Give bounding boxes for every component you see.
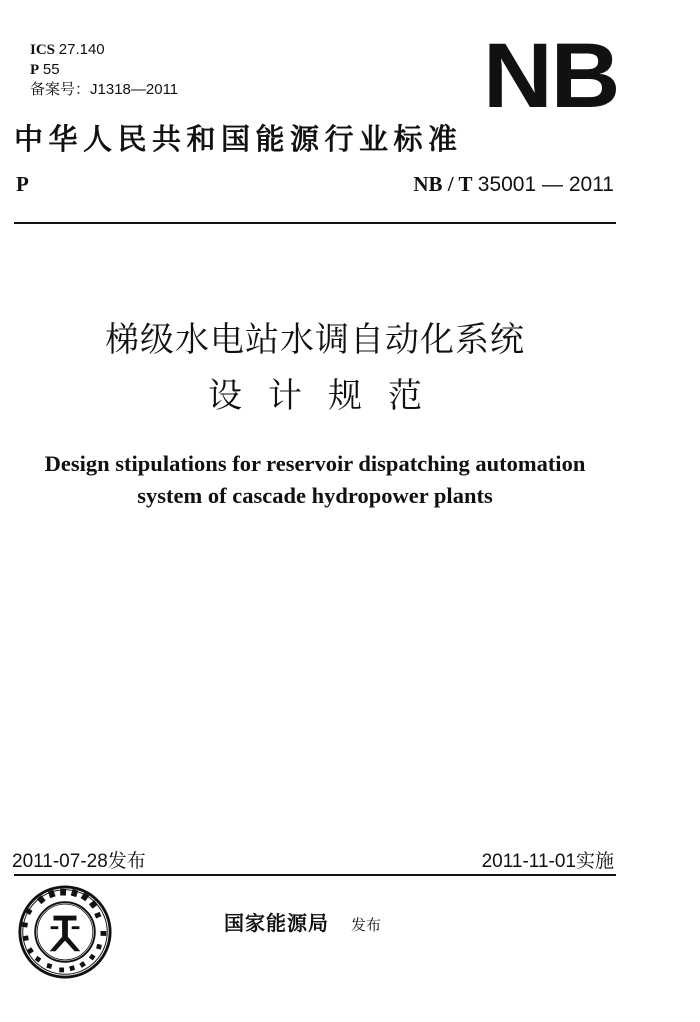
title-cn-line1: 梯级水电站水调自动化系统 [105, 320, 525, 360]
standard-code [413, 172, 614, 197]
classification-letter: P [30, 62, 40, 78]
issue-date-line [12, 846, 146, 873]
implement-date: 2011-11-01 [481, 851, 576, 872]
issue-date: 2011-07-28 [12, 851, 108, 872]
standard-number: 35001 — 2011 [477, 173, 614, 196]
publisher-seal-icon [17, 884, 113, 980]
title-en-line2: system of cascade hydropower plants [137, 483, 493, 508]
issue-label: 发布 [107, 850, 146, 872]
filing-label: 备案号： [30, 80, 91, 98]
title-cn-line2: 设计规范 [208, 376, 448, 416]
top-divider [14, 222, 616, 224]
classification-line [30, 60, 178, 80]
header-metadata [30, 40, 178, 100]
ics-line [30, 40, 178, 60]
classification-code: 55 [42, 61, 60, 78]
org-title: 中华人民共和国能源行业标准 [14, 122, 463, 156]
implement-date-line [482, 846, 614, 873]
title-en-line1: Design stipulations for reservoir dispatching automation [44, 451, 586, 476]
bottom-divider [14, 874, 616, 876]
implement-label: 实施 [575, 850, 614, 872]
filing-line [30, 80, 178, 100]
ics-label: ICS [30, 42, 56, 58]
filing-number: J1318—2011 [90, 81, 179, 98]
standard-prefix: NB / T [413, 172, 473, 196]
ics-code: 27.140 [58, 41, 105, 58]
publisher-name: 国家能源局 [224, 911, 329, 935]
publisher-action: 发布 [351, 916, 382, 934]
title-en [0, 448, 630, 512]
category-letter: P [16, 172, 29, 196]
publisher-line [224, 907, 381, 936]
nb-logo: NB [483, 25, 619, 127]
